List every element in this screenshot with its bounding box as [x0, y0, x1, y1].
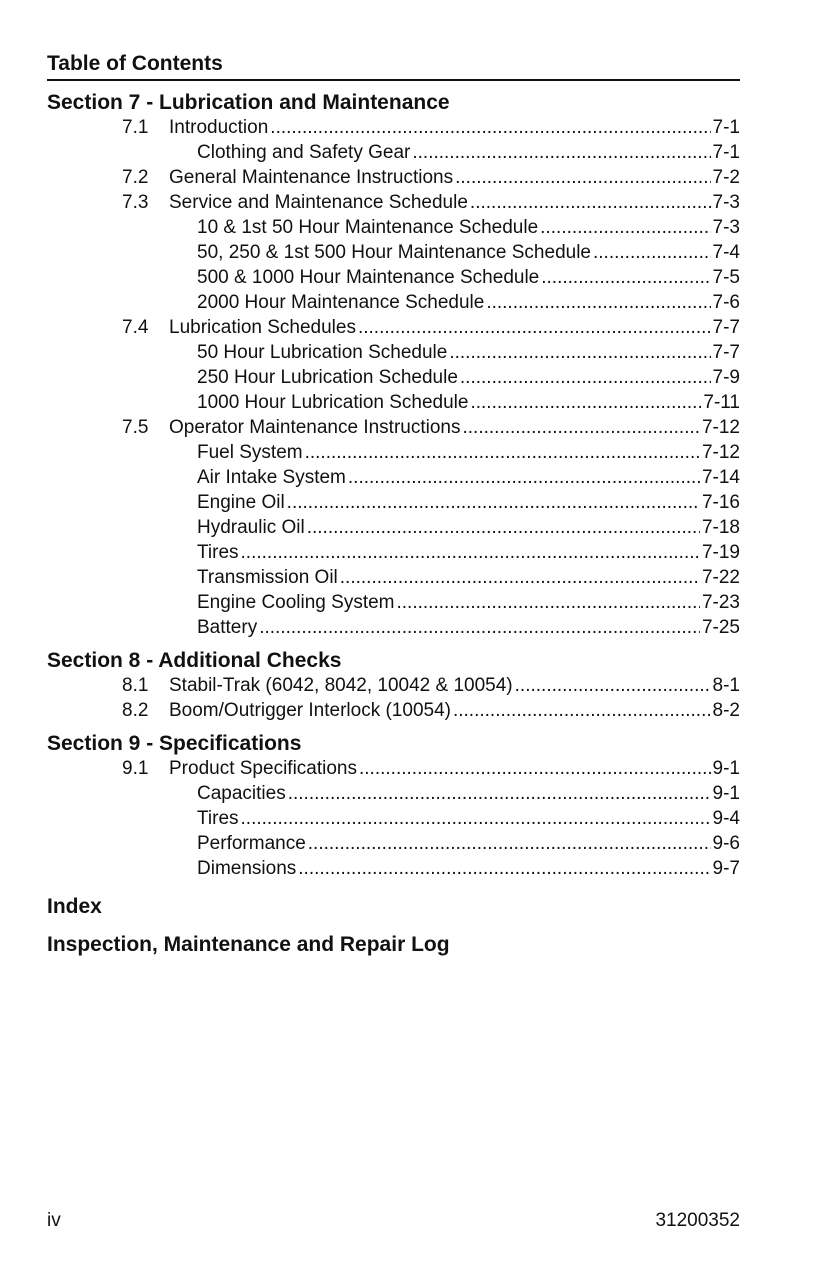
entry-title: Tires — [197, 808, 239, 829]
entry-page-ref: 7-25 — [701, 617, 740, 638]
entry-page-ref: 7-22 — [701, 567, 740, 588]
entry-page-ref: 8-1 — [712, 675, 740, 696]
entry-title: Product Specifications — [169, 758, 357, 779]
section-heading[interactable]: Section 7 - Lubrication and Maintenance — [47, 91, 450, 114]
dot-leader — [455, 165, 710, 190]
toc-entry[interactable] — [47, 781, 740, 806]
entry-title: 50 Hour Lubrication Schedule — [197, 342, 448, 363]
entry-title: Hydraulic Oil — [197, 517, 305, 538]
page-footer — [47, 1208, 740, 1234]
entry-page-ref: 9-1 — [712, 783, 740, 804]
entry-page-ref: 7-3 — [712, 217, 740, 238]
entry-number: 7.1 — [122, 117, 149, 138]
toc-entry[interactable] — [47, 240, 740, 265]
entry-page-ref: 7-5 — [712, 267, 740, 288]
entry-number: 8.2 — [122, 700, 149, 721]
entry-title: Capacities — [197, 783, 286, 804]
dot-leader — [348, 465, 700, 490]
dot-leader — [307, 515, 700, 540]
dot-leader — [359, 756, 711, 781]
entry-title: Battery — [197, 617, 258, 638]
dot-leader — [308, 831, 711, 856]
entry-page-ref: 7-9 — [712, 367, 740, 388]
dot-leader — [449, 340, 710, 365]
entry-page-ref: 7-16 — [701, 492, 740, 513]
entry-title: General Maintenance Instructions — [169, 167, 454, 188]
entry-title: Introduction — [169, 117, 269, 138]
dot-leader — [412, 140, 710, 165]
toc-entry[interactable] — [47, 590, 740, 615]
entry-page-ref: 7-2 — [712, 167, 740, 188]
entry-page-ref: 7-23 — [701, 592, 740, 613]
dot-leader — [305, 440, 700, 465]
toc-entry[interactable] — [47, 831, 740, 856]
entry-title: Performance — [197, 833, 306, 854]
dot-leader — [541, 265, 710, 290]
toc-entry[interactable] — [47, 756, 740, 781]
entry-title: Stabil-Trak (6042, 8042, 10042 & 10054) — [169, 675, 513, 696]
entry-title: 500 & 1000 Hour Maintenance Schedule — [197, 267, 540, 288]
entry-title: Lubrication Schedules — [169, 317, 356, 338]
dot-leader — [298, 856, 710, 881]
entry-number: 8.1 — [122, 675, 149, 696]
toc-entry[interactable] — [47, 215, 740, 240]
entry-page-ref: 7-1 — [712, 142, 740, 163]
toc-entry[interactable] — [47, 565, 740, 590]
dot-leader — [270, 115, 710, 140]
toc-section — [47, 90, 740, 640]
toc-entry[interactable] — [47, 440, 740, 465]
dot-leader — [288, 781, 711, 806]
entry-number: 7.3 — [122, 192, 149, 213]
entry-title: Engine Oil — [197, 492, 285, 513]
toc-section — [47, 731, 740, 881]
entry-page-ref: 7-7 — [712, 342, 740, 363]
toc-entry[interactable] — [47, 115, 740, 140]
section-heading[interactable]: Section 8 - Additional Checks — [47, 649, 342, 672]
page-title: Table of Contents — [47, 52, 223, 75]
entry-title: Boom/Outrigger Interlock (10054) — [169, 700, 451, 721]
entry-page-ref: 8-2 — [712, 700, 740, 721]
document-number: 31200352 — [655, 1210, 740, 1231]
toc-entry[interactable] — [47, 540, 740, 565]
dot-leader — [486, 290, 710, 315]
toc-entry[interactable] — [47, 465, 740, 490]
toc-entry[interactable] — [47, 415, 740, 440]
entry-title: 50, 250 & 1st 500 Hour Maintenance Schedule — [197, 242, 591, 263]
dot-leader — [470, 390, 701, 415]
dot-leader — [241, 540, 700, 565]
dot-leader — [540, 215, 710, 240]
dot-leader — [287, 490, 700, 515]
toc-entry[interactable] — [47, 190, 740, 215]
entry-title: 1000 Hour Lubrication Schedule — [197, 392, 469, 413]
entry-number: 7.5 — [122, 417, 149, 438]
entry-page-ref: 9-1 — [712, 758, 740, 779]
dot-leader — [241, 806, 711, 831]
entry-page-ref: 7-12 — [701, 442, 740, 463]
entry-page-ref: 9-4 — [712, 808, 740, 829]
entry-title: Transmission Oil — [197, 567, 338, 588]
entry-page-ref: 7-14 — [701, 467, 740, 488]
toc-entry[interactable] — [47, 315, 740, 340]
toc-entry[interactable] — [47, 673, 740, 698]
toc-sections — [47, 90, 740, 969]
index-heading[interactable]: Index — [47, 895, 102, 918]
entry-page-ref: 7-19 — [701, 542, 740, 563]
toc-entry[interactable] — [47, 140, 740, 165]
entry-number: 7.4 — [122, 317, 149, 338]
entry-page-ref: 7-7 — [712, 317, 740, 338]
dot-leader — [460, 365, 711, 390]
toc-entry[interactable] — [47, 856, 740, 881]
title-divider — [47, 79, 740, 81]
toc-section — [47, 648, 740, 723]
dot-leader — [397, 590, 700, 615]
entry-page-ref: 7-1 — [712, 117, 740, 138]
dot-leader — [593, 240, 711, 265]
entry-title: Clothing and Safety Gear — [197, 142, 411, 163]
dot-leader — [515, 673, 711, 698]
entry-title: 10 & 1st 50 Hour Maintenance Schedule — [197, 217, 539, 238]
dot-leader — [453, 698, 711, 723]
toc-entry[interactable] — [47, 615, 740, 640]
entry-page-ref: 7-3 — [712, 192, 740, 213]
toc-entry[interactable] — [47, 390, 740, 415]
toc-entry[interactable] — [47, 265, 740, 290]
entry-page-ref: 7-4 — [712, 242, 740, 263]
entry-page-ref: 7-12 — [701, 417, 740, 438]
entry-title: Fuel System — [197, 442, 303, 463]
toc-entry[interactable] — [47, 290, 740, 315]
dot-leader — [340, 565, 700, 590]
dot-leader — [470, 190, 711, 215]
entry-number: 7.2 — [122, 167, 149, 188]
toc-entry[interactable] — [47, 165, 740, 190]
entry-title: Engine Cooling System — [197, 592, 395, 613]
entry-title: Air Intake System — [197, 467, 346, 488]
entry-number: 9.1 — [122, 758, 149, 779]
entry-title: Operator Maintenance Instructions — [169, 417, 461, 438]
toc-entry[interactable] — [47, 515, 740, 540]
section-heading[interactable]: Section 9 - Specifications — [47, 732, 302, 755]
entry-title: Tires — [197, 542, 239, 563]
entry-page-ref: 7-11 — [703, 392, 740, 413]
dot-leader — [463, 415, 700, 440]
entry-page-ref: 9-6 — [712, 833, 740, 854]
entry-page-ref: 9-7 — [712, 858, 740, 879]
entry-page-ref: 7-6 — [712, 292, 740, 313]
dot-leader — [259, 615, 700, 640]
toc-entry[interactable] — [47, 490, 740, 515]
page-number: iv — [47, 1210, 61, 1231]
entry-title: Service and Maintenance Schedule — [169, 192, 468, 213]
dot-leader — [358, 315, 711, 340]
toc-entry[interactable] — [47, 698, 740, 723]
toc-entry[interactable] — [47, 365, 740, 390]
toc-entry[interactable] — [47, 340, 740, 365]
entry-title: Dimensions — [197, 858, 297, 879]
toc-entry[interactable] — [47, 806, 740, 831]
entry-title: 2000 Hour Maintenance Schedule — [197, 292, 485, 313]
entry-title: 250 Hour Lubrication Schedule — [197, 367, 458, 388]
entry-page-ref: 7-18 — [701, 517, 740, 538]
repair-log-heading[interactable]: Inspection, Maintenance and Repair Log — [47, 933, 450, 956]
